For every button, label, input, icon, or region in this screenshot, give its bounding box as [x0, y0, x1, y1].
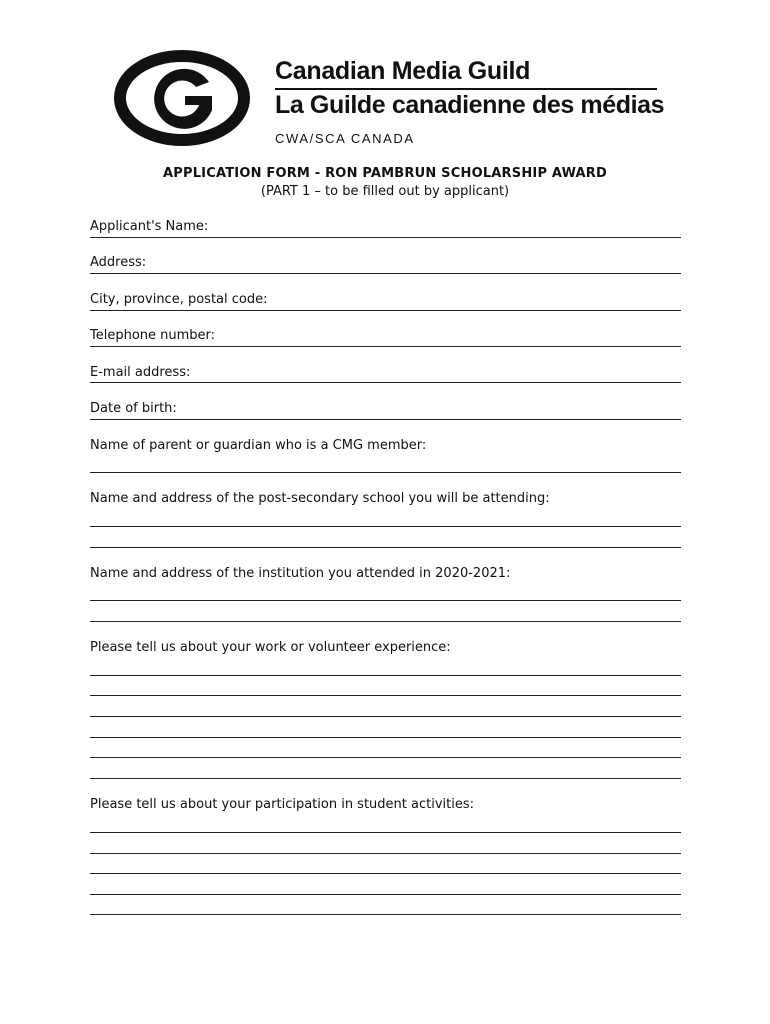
work-volunteer-line-6[interactable]: [90, 778, 681, 779]
institution-line-1[interactable]: [90, 600, 681, 601]
address-line[interactable]: [90, 273, 681, 274]
student-activities-line-3[interactable]: [90, 873, 681, 874]
post-secondary-school-line-2[interactable]: [90, 547, 681, 548]
org-name-french: La Guilde canadienne des médias: [275, 91, 665, 119]
telephone-line[interactable]: [90, 346, 681, 347]
work-volunteer-line-2[interactable]: [90, 695, 681, 696]
dob-label: Date of birth:: [90, 401, 177, 416]
address-label: Address:: [90, 255, 147, 270]
dob-line[interactable]: [90, 419, 681, 420]
parent-guardian-label: Name of parent or guardian who is a CMG member:: [90, 438, 427, 453]
post-secondary-school-label: Name and address of the post-secondary school you will be attending:: [90, 491, 550, 506]
header-divider: [275, 88, 657, 90]
city-province-postal-line[interactable]: [90, 310, 681, 311]
city-province-postal-label: City, province, postal code:: [90, 292, 268, 307]
org-affiliation: CWA/SCA CANADA: [275, 131, 415, 146]
form-title: APPLICATION FORM - RON PAMBRUN SCHOLARSHIP AWARD: [162, 166, 607, 181]
student-activities-line-4[interactable]: [90, 894, 681, 895]
applicant-name-label: Applicant's Name:: [90, 219, 209, 234]
work-volunteer-line-3[interactable]: [90, 716, 681, 717]
student-activities-line-1[interactable]: [90, 832, 681, 833]
org-name-english: Canadian Media Guild: [275, 57, 531, 85]
work-volunteer-line-4[interactable]: [90, 737, 681, 738]
work-volunteer-line-1[interactable]: [90, 675, 681, 676]
institution-line-2[interactable]: [90, 621, 681, 622]
parent-guardian-line[interactable]: [90, 472, 681, 473]
email-line[interactable]: [90, 382, 681, 383]
post-secondary-school-line-1[interactable]: [90, 526, 681, 527]
email-label: E-mail address:: [90, 365, 191, 380]
student-activities-line-2[interactable]: [90, 853, 681, 854]
student-activities-line-5[interactable]: [90, 914, 681, 915]
institution-2020-2021-label: Name and address of the institution you attended in 2020-2021:: [90, 566, 511, 581]
telephone-label: Telephone number:: [90, 328, 216, 343]
work-volunteer-line-5[interactable]: [90, 757, 681, 758]
form-subtitle: (PART 1 – to be filled out by applicant): [260, 184, 510, 199]
work-volunteer-label: Please tell us about your work or volunteer experience:: [90, 640, 451, 655]
student-activities-label: Please tell us about your participation in student activities:: [90, 797, 475, 812]
cmg-g-logo-icon: [113, 50, 251, 146]
applicant-name-line[interactable]: [90, 237, 681, 238]
